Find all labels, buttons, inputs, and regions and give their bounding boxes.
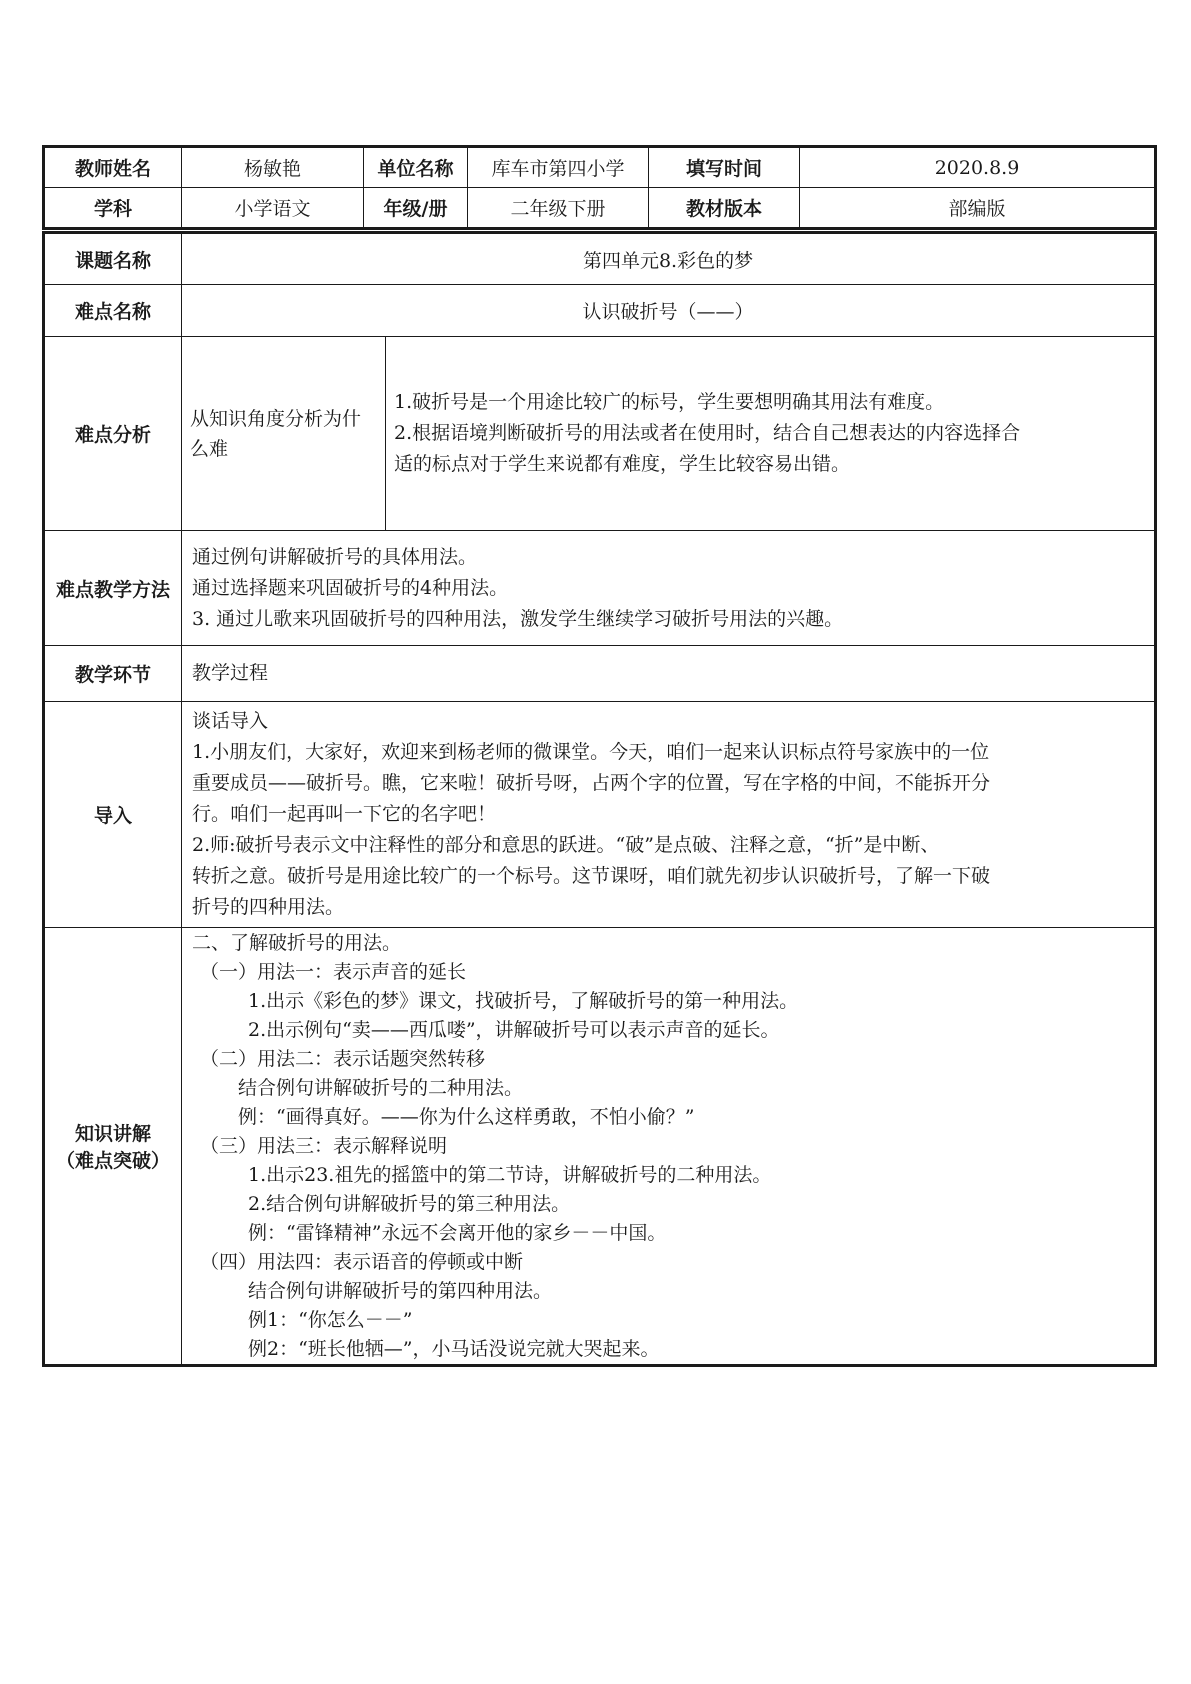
analysis-line: 2.根据语境判断破折号的用法或者在使用时，结合自己想表达的内容选择合 (394, 422, 1021, 444)
intro-content (182, 702, 1156, 928)
analysis-line: 1.破折号是一个用途比较广的标号，学生要想明确其用法有难度。 (394, 391, 945, 413)
knowledge-line: 1.出示《彩色的梦》课文，找破折号，了解破折号的第一种用法。 (248, 989, 799, 1012)
process-label: 教学环节 (44, 646, 182, 702)
intro-line: 行。咱们一起再叫一下它的名字吧！ (192, 803, 497, 825)
grade-value: 二年级下册 (468, 188, 649, 229)
knowledge-line: （二）用法二：表示话题突然转移 (200, 1047, 486, 1070)
knowledge-line: （一）用法一：表示声音的延长 (200, 960, 467, 983)
topic-label: 课题名称 (44, 233, 182, 285)
intro-line: 转折之意。破折号是用途比较广的一个标号。这节课呀，咱们就先初步认识破折号，了解一下破 (192, 865, 991, 887)
intro-label: 导入 (44, 702, 182, 928)
subject-value: 小学语文 (182, 188, 364, 229)
intro-line: 谈话导入 (192, 710, 269, 732)
knowledge-label-line2: （难点突破） (55, 1150, 170, 1172)
edition-value: 部编版 (800, 188, 1156, 229)
intro-line: 2.师:破折号表示文中注释性的部分和意思的跃进。“破”是点破、注释之意，“折”是中断、 (192, 834, 940, 856)
analysis-content (386, 337, 1156, 531)
knowledge-line: 1.出示23.祖先的摇篮中的第二节诗，讲解破折号的二种用法。 (248, 1163, 772, 1186)
edition-label: 教材版本 (649, 188, 800, 229)
knowledge-line: 例2：“班长他牺—”，小马话没说完就大哭起来。 (248, 1337, 660, 1360)
info-table (42, 145, 1157, 230)
subject-label: 学科 (44, 188, 182, 229)
process-value: 教学过程 (182, 646, 1156, 702)
intro-line: 折号的四种用法。 (192, 896, 345, 918)
knowledge-line: 例：“雷锋精神”永远不会离开他的家乡－－中国。 (248, 1221, 667, 1244)
analysis-label: 难点分析 (44, 337, 182, 531)
unit-value: 库车市第四小学 (468, 147, 649, 188)
method-content (182, 531, 1156, 646)
analysis-line: 适的标点对于学生来说都有难度，学生比较容易出错。 (394, 453, 851, 475)
knowledge-line: 二、了解破折号的用法。 (192, 931, 402, 954)
knowledge-label (44, 928, 182, 1366)
knowledge-line: （四）用法四：表示语音的停顿或中断 (200, 1250, 524, 1273)
teacher-value: 杨敏艳 (182, 147, 364, 188)
knowledge-content (182, 928, 1156, 1366)
knowledge-line: 例：“画得真好。——你为什么这样勇敢，不怕小偷？” (238, 1105, 695, 1128)
knowledge-line: （三）用法三：表示解释说明 (200, 1134, 448, 1157)
grade-label: 年级/册 (364, 188, 468, 229)
knowledge-line: 2.出示例句“卖——西瓜喽”，讲解破折号可以表示声音的延长。 (248, 1018, 780, 1041)
difficulty-label: 难点名称 (44, 285, 182, 337)
knowledge-line: 结合例句讲解破折号的二种用法。 (238, 1076, 524, 1099)
method-line: 通过选择题来巩固破折号的4种用法。 (192, 576, 509, 599)
method-line: 通过例句讲解破折号的具体用法。 (192, 545, 478, 568)
unit-label: 单位名称 (364, 147, 468, 188)
knowledge-line: 例1：“你怎么－－” (248, 1308, 413, 1331)
topic-value: 第四单元8.彩色的梦 (182, 233, 1156, 285)
intro-line: 1.小朋友们，大家好，欢迎来到杨老师的微课堂。今天，咱们一起来认识标点符号家族中的一位 (192, 741, 990, 763)
difficulty-value: 认识破折号（——） (182, 285, 1156, 337)
time-label: 填写时间 (649, 147, 800, 188)
analysis-sub-label: 从知识角度分析为什么难 (182, 337, 386, 531)
intro-line: 重要成员——破折号。瞧，它来啦！破折号呀，占两个字的位置，写在字格的中间，不能拆开分 (192, 772, 991, 794)
knowledge-label-line1: 知识讲解 (74, 1123, 151, 1145)
knowledge-line: 结合例句讲解破折号的第四种用法。 (248, 1279, 553, 1302)
teacher-label: 教师姓名 (44, 147, 182, 188)
method-label: 难点教学方法 (44, 531, 182, 646)
method-line: 3. 通过儿歌来巩固破折号的四种用法，激发学生继续学习破折号用法的兴趣。 (192, 607, 844, 630)
main-table (42, 231, 1157, 1367)
knowledge-line: 2.结合例句讲解破折号的第三种用法。 (248, 1192, 571, 1215)
time-value: 2020.8.9 (800, 147, 1156, 188)
